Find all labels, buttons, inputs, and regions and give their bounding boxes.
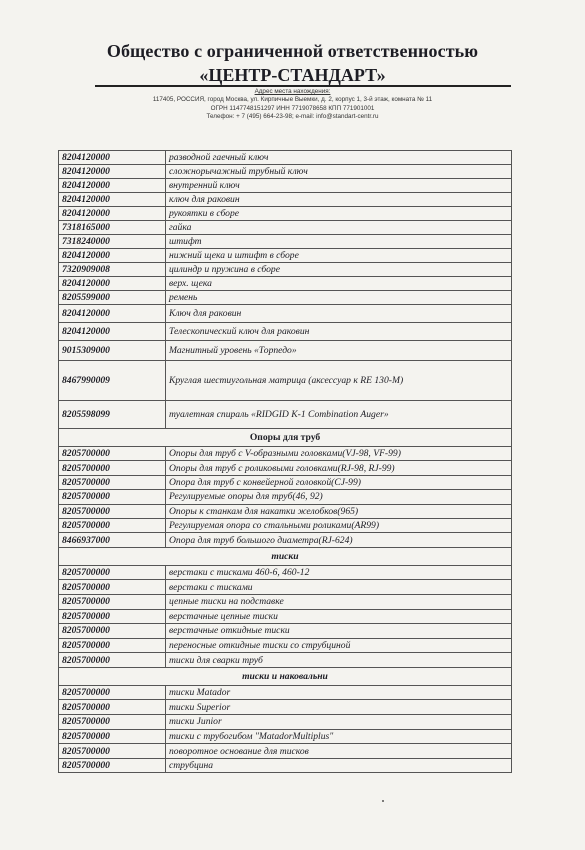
tnved-code: 8204120000 bbox=[59, 151, 166, 165]
table-row bbox=[59, 638, 512, 653]
item-name: туалетная спираль «RIDGID K-1 Combination Auger» bbox=[166, 401, 512, 429]
company-registration: ОГРН 1147748151297 ИНН 7719078658 КПП 771901001 bbox=[210, 104, 375, 112]
item-name: Опоры к станкам для накатки желобков(965) bbox=[166, 504, 512, 518]
tnved-code: 8204120000 bbox=[59, 179, 166, 193]
company-address: 117405, РОССИЯ, город Москва, ул. Кирпичные Выемки, д. 2, корпус 1, 3-й этаж, комната № 11 bbox=[152, 96, 433, 104]
tnved-code: 8204120000 bbox=[59, 207, 166, 221]
table-row bbox=[59, 323, 512, 341]
item-name: верстаки с тисками 460-6, 460-12 bbox=[166, 565, 512, 580]
tnved-code: 8205599000 bbox=[59, 291, 166, 305]
table-row bbox=[59, 277, 512, 291]
table-row bbox=[59, 580, 512, 595]
table-row bbox=[59, 653, 512, 668]
tnved-code: 8466937000 bbox=[59, 533, 166, 547]
item-name: Опора для труб большого диаметра(RJ-624) bbox=[166, 533, 512, 547]
table-row bbox=[59, 165, 512, 179]
item-name: тиски Superior bbox=[166, 700, 512, 715]
tnved-code: 8205700000 bbox=[59, 758, 166, 773]
table-row bbox=[59, 624, 512, 639]
tnved-code: 7320909008 bbox=[59, 263, 166, 277]
table-row bbox=[59, 305, 512, 323]
item-name: Опора для труб с конвейерной головкой(CJ-99) bbox=[166, 475, 512, 489]
table-row bbox=[59, 221, 512, 235]
table-row bbox=[59, 533, 512, 547]
tnved-code: 8205700000 bbox=[59, 580, 166, 595]
item-name: ключ для раковин bbox=[166, 193, 512, 207]
company-details bbox=[0, 88, 585, 122]
table-row bbox=[59, 447, 512, 461]
table-row bbox=[59, 715, 512, 730]
table-row bbox=[59, 609, 512, 624]
table-row bbox=[59, 490, 512, 504]
item-name: Регулируемая опора со стальными роликами(AR99) bbox=[166, 518, 512, 532]
tnved-code: 8205700000 bbox=[59, 638, 166, 653]
tnved-code: 8205700000 bbox=[59, 700, 166, 715]
tnved-code: 8204120000 bbox=[59, 193, 166, 207]
tnved-code: 8205700000 bbox=[59, 624, 166, 639]
company-name: «ЦЕНТР-СТАНДАРТ» bbox=[199, 65, 386, 85]
tnved-code: 8205700000 bbox=[59, 715, 166, 730]
section-row bbox=[59, 547, 512, 565]
tnved-code: 7318240000 bbox=[59, 235, 166, 249]
item-name: Регулируемые опоры для труб(46, 92) bbox=[166, 490, 512, 504]
table-row bbox=[59, 475, 512, 489]
item-name: тиски Matador bbox=[166, 685, 512, 700]
tnved-code: 8205700000 bbox=[59, 594, 166, 609]
section-heading: тиски и наковальни bbox=[59, 667, 512, 685]
item-name: тиски Junior bbox=[166, 715, 512, 730]
table-row bbox=[59, 401, 512, 429]
section-row bbox=[59, 667, 512, 685]
table-row bbox=[59, 235, 512, 249]
company-contacts: Телефон: + 7 (495) 664-23-98; e-mail: info@standart-centr.ru bbox=[206, 113, 379, 121]
tnved-code: 8204120000 bbox=[59, 165, 166, 179]
tnved-code: 8205700000 bbox=[59, 609, 166, 624]
item-name: тиски для сварки труб bbox=[166, 653, 512, 668]
item-name: верх. щека bbox=[166, 277, 512, 291]
tnved-code: 8205700000 bbox=[59, 685, 166, 700]
table-row bbox=[59, 207, 512, 221]
table-row bbox=[59, 758, 512, 773]
tnved-code: 8205700000 bbox=[59, 729, 166, 744]
table-row bbox=[59, 461, 512, 475]
table-row bbox=[59, 518, 512, 532]
item-name: верстачные цепные тиски bbox=[166, 609, 512, 624]
item-name: Опоры для труб с роликовыми головками(RJ-98, RJ-99) bbox=[166, 461, 512, 475]
table-row bbox=[59, 729, 512, 744]
table-row bbox=[59, 744, 512, 759]
table-row bbox=[59, 193, 512, 207]
table-row bbox=[59, 151, 512, 165]
tnved-code: 8205700000 bbox=[59, 744, 166, 759]
item-name: Опоры для труб с V-образными головками(VJ-98, VF-99) bbox=[166, 447, 512, 461]
section-row bbox=[59, 429, 512, 447]
item-name: цилиндр и пружина в сборе bbox=[166, 263, 512, 277]
item-name: рукоятки в сборе bbox=[166, 207, 512, 221]
tnved-code: 8205700000 bbox=[59, 490, 166, 504]
tnved-code: 8204120000 bbox=[59, 277, 166, 291]
tnved-code: 8205700000 bbox=[59, 504, 166, 518]
tnved-code: 9015309000 bbox=[59, 341, 166, 361]
table-row bbox=[59, 594, 512, 609]
tnved-code: 8205700000 bbox=[59, 475, 166, 489]
tnved-code: 8204120000 bbox=[59, 249, 166, 263]
table-row bbox=[59, 685, 512, 700]
tnved-code: 8205700000 bbox=[59, 565, 166, 580]
letterhead bbox=[0, 40, 585, 86]
table-row bbox=[59, 249, 512, 263]
item-name: разводной гаечный ключ bbox=[166, 151, 512, 165]
table-row bbox=[59, 341, 512, 361]
tnved-code: 8205700000 bbox=[59, 461, 166, 475]
item-name: Круглая шестиугольная матрица (аксессуар к RE 130-M) bbox=[166, 361, 512, 401]
table-row bbox=[59, 263, 512, 277]
address-label: Адрес места нахождения: bbox=[254, 88, 331, 95]
item-name: переносные откидные тиски со струбциной bbox=[166, 638, 512, 653]
item-name: Магнитный уровень «Торпедо» bbox=[166, 341, 512, 361]
item-name: Телескопический ключ для раковин bbox=[166, 323, 512, 341]
scan-speck bbox=[382, 800, 384, 802]
table-row bbox=[59, 291, 512, 305]
tnved-code: 8204120000 bbox=[59, 323, 166, 341]
item-name: гайка bbox=[166, 221, 512, 235]
table-row bbox=[59, 361, 512, 401]
company-legal-form: Общество с ограниченной ответственностью bbox=[106, 41, 479, 61]
table-row bbox=[59, 700, 512, 715]
item-name: верстаки с тисками bbox=[166, 580, 512, 595]
section-heading: Опоры для труб bbox=[59, 429, 512, 447]
tnved-code: 7318165000 bbox=[59, 221, 166, 235]
item-name: сложнорычажный трубный ключ bbox=[166, 165, 512, 179]
table-row bbox=[59, 504, 512, 518]
tnved-code: 8467990009 bbox=[59, 361, 166, 401]
item-name: нижний щека и штифт в сборе bbox=[166, 249, 512, 263]
item-name: верстачные откидные тиски bbox=[166, 624, 512, 639]
item-name: ремень bbox=[166, 291, 512, 305]
item-name: поворотное основание для тисков bbox=[166, 744, 512, 759]
item-name: Ключ для раковин bbox=[166, 305, 512, 323]
item-name: тиски с трубогибом "MatadorMultiplus" bbox=[166, 729, 512, 744]
item-name: струбцина bbox=[166, 758, 512, 773]
item-name: цепные тиски на подставке bbox=[166, 594, 512, 609]
tnved-code: 8205700000 bbox=[59, 447, 166, 461]
tnved-code: 8204120000 bbox=[59, 305, 166, 323]
tnved-code: 8205700000 bbox=[59, 653, 166, 668]
item-name: внутренний ключ bbox=[166, 179, 512, 193]
table-row bbox=[59, 565, 512, 580]
table-row bbox=[59, 179, 512, 193]
tnved-code: 8205598099 bbox=[59, 401, 166, 429]
item-name: штифт bbox=[166, 235, 512, 249]
goods-table bbox=[58, 150, 512, 773]
tnved-code: 8205700000 bbox=[59, 518, 166, 532]
section-heading: тиски bbox=[59, 547, 512, 565]
header-divider bbox=[95, 85, 511, 87]
